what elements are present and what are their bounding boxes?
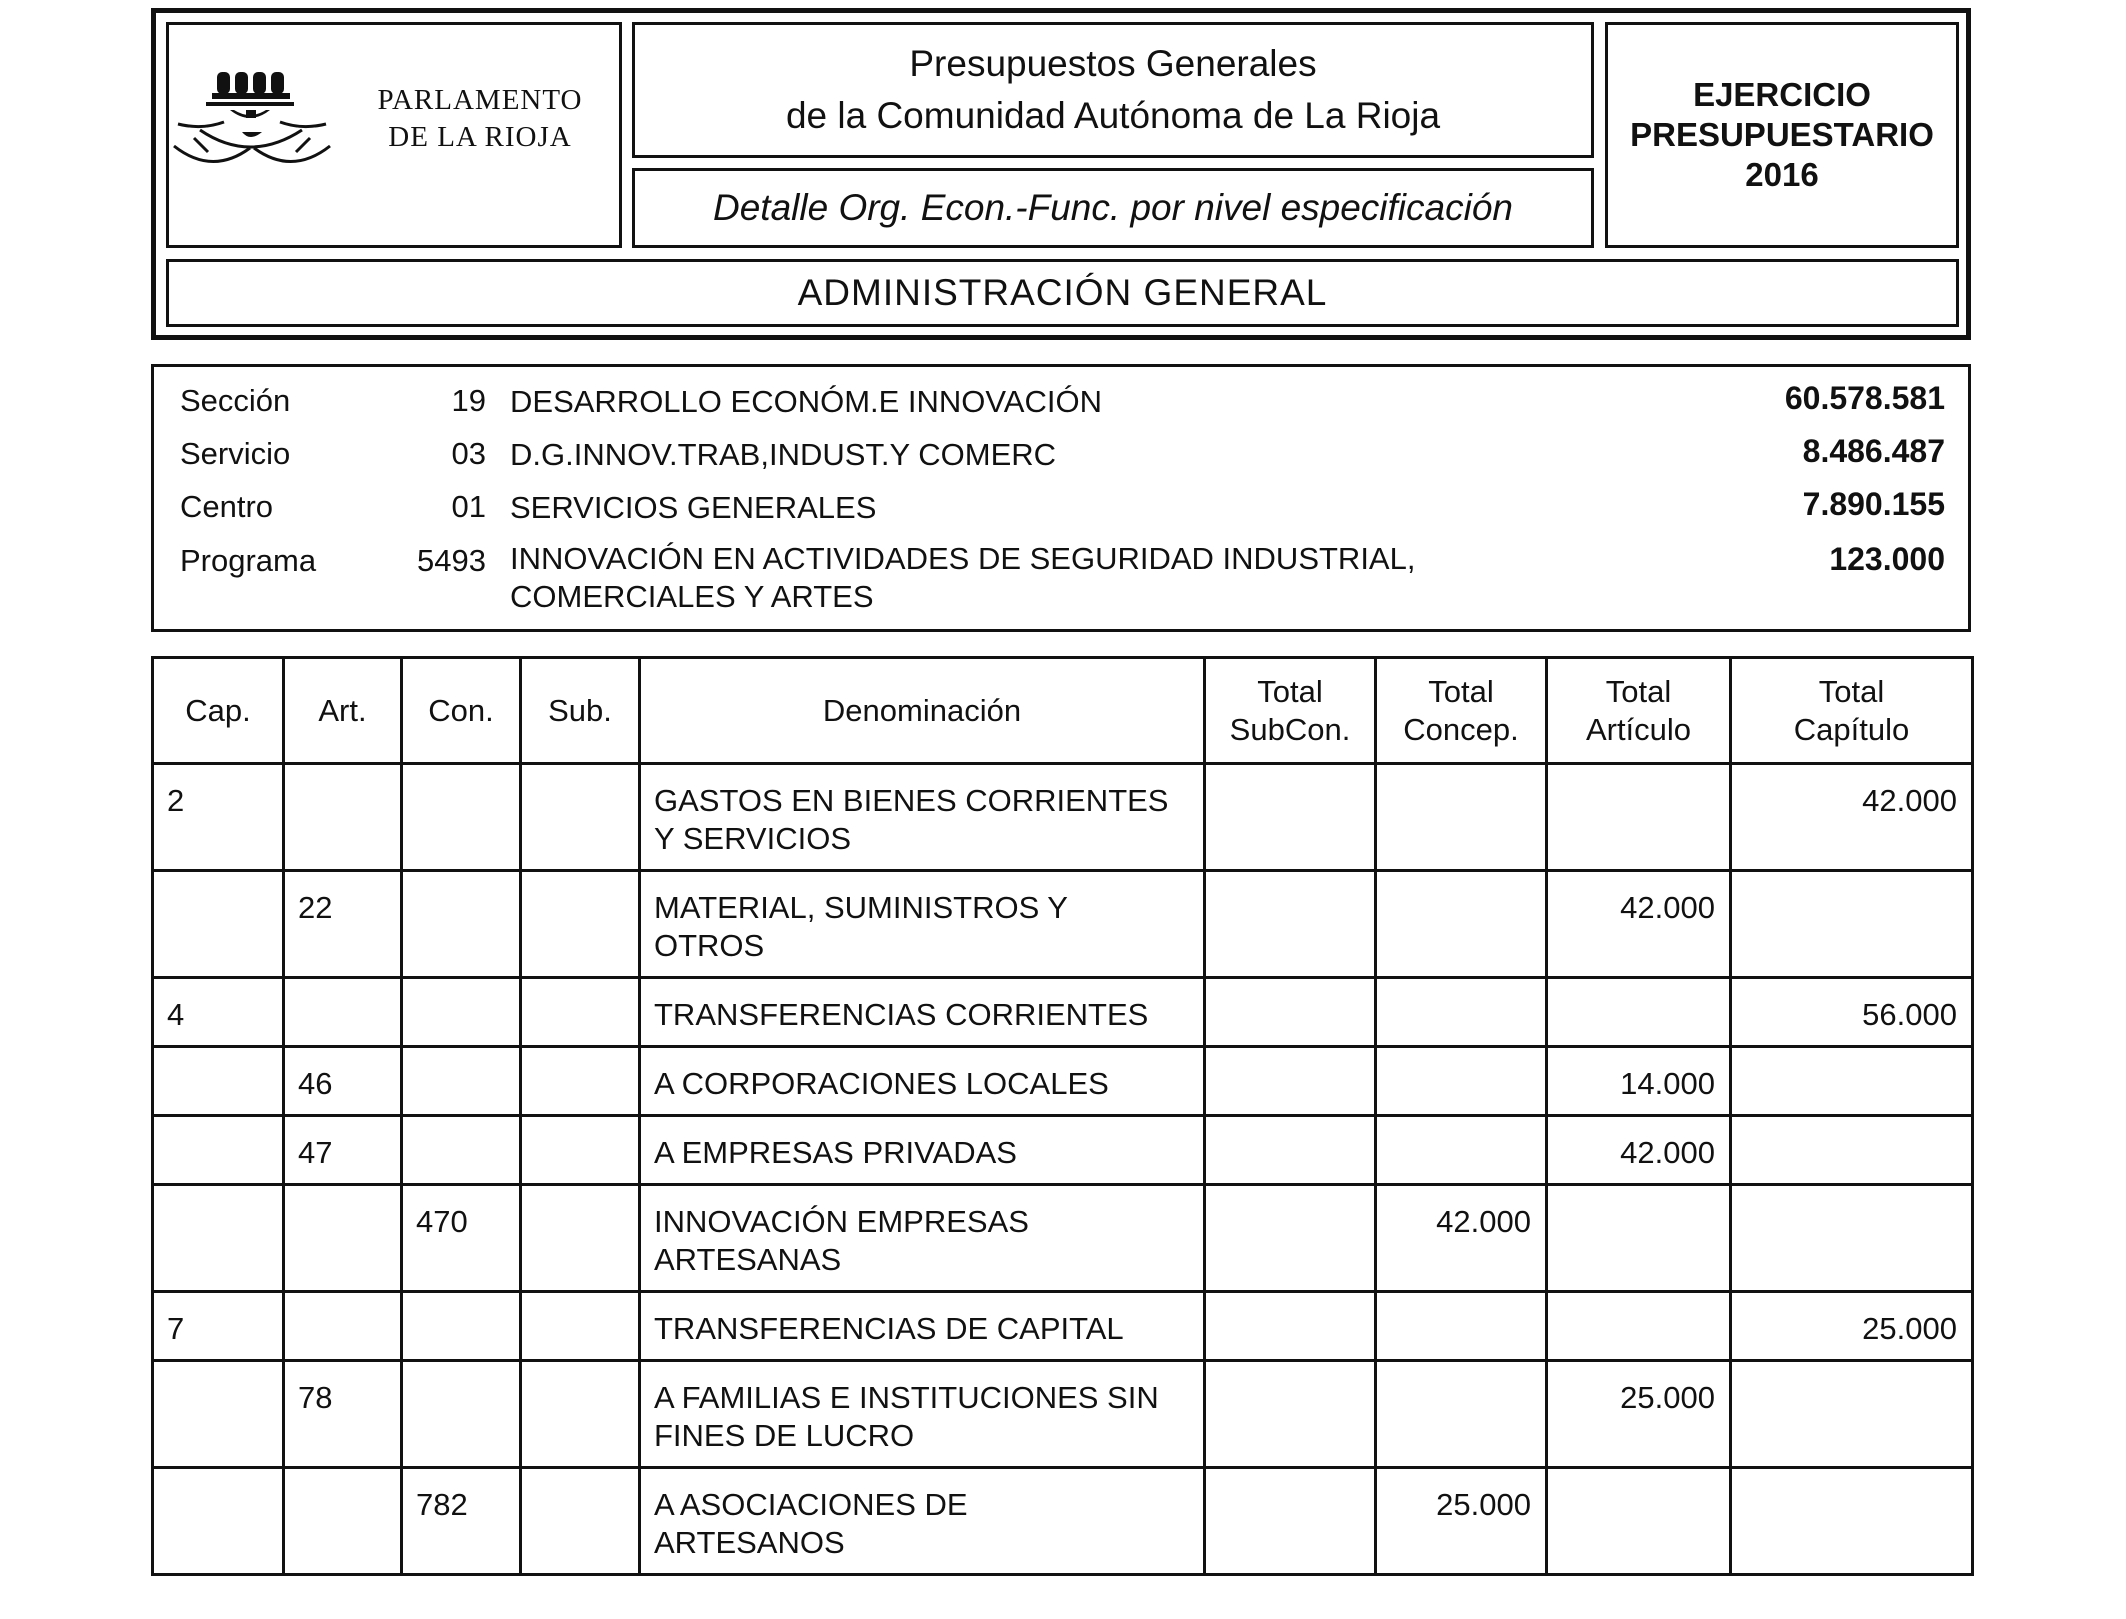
header-total-subcon [1205, 658, 1376, 764]
cell-total-subcon [1205, 1292, 1376, 1361]
cell-sub [521, 1292, 640, 1361]
table-row [153, 1292, 1973, 1361]
cell-total-concep [1376, 1047, 1547, 1116]
cell-total-capitulo [1731, 1047, 1973, 1116]
info-code: 03 [451, 436, 486, 471]
ejercicio-box [1605, 22, 1959, 248]
cell-total-capitulo: 56.000 [1731, 978, 1973, 1047]
cell-total-concep [1376, 978, 1547, 1047]
cell-cap: 7 [153, 1292, 284, 1361]
header-total-articulo [1547, 658, 1731, 764]
document-subtitle: Detalle Org. Econ.-Func. por nivel especificación [713, 187, 1513, 228]
cell-total-subcon [1205, 764, 1376, 871]
cell-sub [521, 1116, 640, 1185]
ejercicio-label: EJERCICIO [1693, 76, 1871, 113]
info-description: DESARROLLO ECONÓM.E INNOVACIÓN [510, 384, 1102, 419]
cell-total-subcon [1205, 1116, 1376, 1185]
cell-denominacion [640, 1185, 1205, 1292]
subtitle-box [632, 168, 1594, 248]
info-total: 8.486.487 [1802, 433, 1945, 469]
table-row [153, 1468, 1973, 1575]
cell-cap [153, 871, 284, 978]
cell-total-capitulo [1731, 1361, 1973, 1468]
cell-total-concep [1376, 1116, 1547, 1185]
cell-sub [521, 1468, 640, 1575]
denominacion-line1: GASTOS EN BIENES CORRIENTES [654, 783, 1169, 818]
table-header-row [153, 658, 1973, 764]
cell-denominacion [640, 764, 1205, 871]
parliament-name [360, 82, 600, 156]
info-code: 5493 [417, 543, 486, 578]
cell-total-subcon [1205, 1047, 1376, 1116]
header-denominacion: Denominación [640, 658, 1205, 764]
parliament-logo-icon [172, 66, 352, 186]
document-title-line1: Presupuestos Generales [909, 43, 1317, 84]
cell-total-articulo: 14.000 [1547, 1047, 1731, 1116]
info-label: Sección [180, 383, 291, 418]
table-row [153, 1185, 1973, 1292]
header-sub: Sub. [521, 658, 640, 764]
info-description [510, 540, 1415, 616]
info-description: D.G.INNOV.TRAB,INDUST.Y COMERC [510, 437, 1057, 472]
info-label: Servicio [180, 436, 291, 471]
info-total: 60.578.581 [1784, 380, 1945, 416]
cell-denominacion [640, 871, 1205, 978]
cell-cap: 2 [153, 764, 284, 871]
denominacion-line1: TRANSFERENCIAS DE CAPITAL [654, 1311, 1124, 1346]
cell-total-articulo: 42.000 [1547, 1116, 1731, 1185]
cell-sub [521, 871, 640, 978]
denominacion-line2: FINES DE LUCRO [654, 1418, 915, 1453]
table-row [153, 1047, 1973, 1116]
cell-denominacion [640, 1047, 1205, 1116]
cell-art [284, 1468, 402, 1575]
header-line: SubCon. [1229, 711, 1351, 747]
info-description: SERVICIOS GENERALES [510, 490, 877, 525]
cell-total-capitulo [1731, 871, 1973, 978]
cell-art [284, 764, 402, 871]
cell-con [402, 1116, 521, 1185]
admin-box [166, 259, 1959, 327]
denominacion-line1: A ASOCIACIONES DE [654, 1487, 968, 1522]
info-total: 7.890.155 [1802, 486, 1945, 522]
cell-con: 782 [402, 1468, 521, 1575]
header-total-capitulo [1731, 658, 1973, 764]
cell-total-concep: 42.000 [1376, 1185, 1547, 1292]
cell-total-subcon [1205, 978, 1376, 1047]
cell-con [402, 1047, 521, 1116]
cell-denominacion [640, 1361, 1205, 1468]
cell-sub [521, 764, 640, 871]
presupuestario-label: PRESUPUESTARIO [1630, 116, 1934, 153]
budget-table [151, 656, 1974, 1576]
denominacion-line2: ARTESANAS [654, 1242, 842, 1277]
denominacion-line1: MATERIAL, SUMINISTROS Y [654, 890, 1068, 925]
header-con: Con. [402, 658, 521, 764]
table-row [153, 978, 1973, 1047]
ejercicio-year: 2016 [1745, 156, 1819, 193]
cell-total-concep [1376, 1292, 1547, 1361]
cell-con: 470 [402, 1185, 521, 1292]
cell-denominacion [640, 1292, 1205, 1361]
cell-art: 78 [284, 1361, 402, 1468]
cell-total-articulo [1547, 1468, 1731, 1575]
header-line: Total [1428, 673, 1494, 709]
denominacion-line1: INNOVACIÓN EMPRESAS [654, 1204, 1029, 1239]
document-title-line2: de la Comunidad Autónoma de La Rioja [785, 95, 1441, 136]
cell-denominacion [640, 978, 1205, 1047]
cell-sub [521, 978, 640, 1047]
info-label: Centro [180, 489, 274, 524]
cell-total-articulo [1547, 1185, 1731, 1292]
denominacion-line1: TRANSFERENCIAS CORRIENTES [654, 997, 1149, 1032]
cell-denominacion [640, 1468, 1205, 1575]
cell-cap [153, 1185, 284, 1292]
info-code: 01 [451, 489, 486, 524]
cell-art: 22 [284, 871, 402, 978]
header-total-concep [1376, 658, 1547, 764]
cell-cap: 4 [153, 978, 284, 1047]
cell-total-subcon [1205, 1361, 1376, 1468]
header-line: Artículo [1585, 711, 1692, 747]
cell-art: 47 [284, 1116, 402, 1185]
parliament-name-line1: PARLAMENTO [377, 84, 583, 116]
cell-art [284, 978, 402, 1047]
cell-cap [153, 1361, 284, 1468]
table-row [153, 1361, 1973, 1468]
denominacion-line1: A CORPORACIONES LOCALES [654, 1066, 1109, 1101]
info-code: 19 [451, 383, 486, 418]
cell-total-articulo [1547, 1292, 1731, 1361]
denominacion-line1: A EMPRESAS PRIVADAS [654, 1135, 1017, 1170]
administration-title: ADMINISTRACIÓN GENERAL [797, 272, 1328, 313]
table-row [153, 1116, 1973, 1185]
cell-total-concep [1376, 764, 1547, 871]
info-description-line1: INNOVACIÓN EN ACTIVIDADES DE SEGURIDAD INDUSTRIAL, [510, 541, 1416, 576]
table-row [153, 871, 1973, 978]
cell-denominacion [640, 1116, 1205, 1185]
denominacion-line2: ARTESANOS [654, 1525, 845, 1560]
cell-sub [521, 1361, 640, 1468]
denominacion-line1: A FAMILIAS E INSTITUCIONES SIN [654, 1380, 1159, 1415]
cell-total-capitulo: 42.000 [1731, 764, 1973, 871]
title-box [632, 22, 1594, 158]
cell-cap [153, 1468, 284, 1575]
cell-total-capitulo [1731, 1468, 1973, 1575]
cell-cap [153, 1116, 284, 1185]
info-description-line2: COMERCIALES Y ARTES [510, 579, 874, 614]
header-cap: Cap. [153, 658, 284, 764]
cell-total-concep [1376, 1361, 1547, 1468]
table-row [153, 764, 1973, 871]
cell-sub [521, 1185, 640, 1292]
cell-art: 46 [284, 1047, 402, 1116]
cell-total-capitulo: 25.000 [1731, 1292, 1973, 1361]
info-total: 123.000 [1829, 541, 1945, 577]
cell-con [402, 978, 521, 1047]
cell-total-capitulo [1731, 1185, 1973, 1292]
cell-total-capitulo [1731, 1116, 1973, 1185]
cell-con [402, 764, 521, 871]
denominacion-line2: OTROS [654, 928, 765, 963]
denominacion-line2: Y SERVICIOS [654, 821, 851, 856]
cell-total-subcon [1205, 1468, 1376, 1575]
cell-con [402, 871, 521, 978]
header-line: Total [1818, 673, 1885, 709]
cell-cap [153, 1047, 284, 1116]
header-line: Capítulo [1793, 711, 1910, 747]
cell-art [284, 1185, 402, 1292]
cell-total-concep [1376, 871, 1547, 978]
cell-total-concep: 25.000 [1376, 1468, 1547, 1575]
parliament-name-line2: DE LA RIOJA [388, 121, 572, 153]
cell-total-articulo [1547, 764, 1731, 871]
header-line: Total [1257, 673, 1323, 709]
cell-con [402, 1361, 521, 1468]
cell-total-articulo: 25.000 [1547, 1361, 1731, 1468]
header-line: Total [1605, 673, 1672, 709]
cell-total-articulo [1547, 978, 1731, 1047]
info-label: Programa [180, 543, 317, 578]
cell-total-subcon [1205, 871, 1376, 978]
cell-sub [521, 1047, 640, 1116]
cell-total-subcon [1205, 1185, 1376, 1292]
cell-art [284, 1292, 402, 1361]
header-art: Art. [284, 658, 402, 764]
cell-con [402, 1292, 521, 1361]
cell-total-articulo: 42.000 [1547, 871, 1731, 978]
header-line: Concep. [1403, 711, 1519, 747]
